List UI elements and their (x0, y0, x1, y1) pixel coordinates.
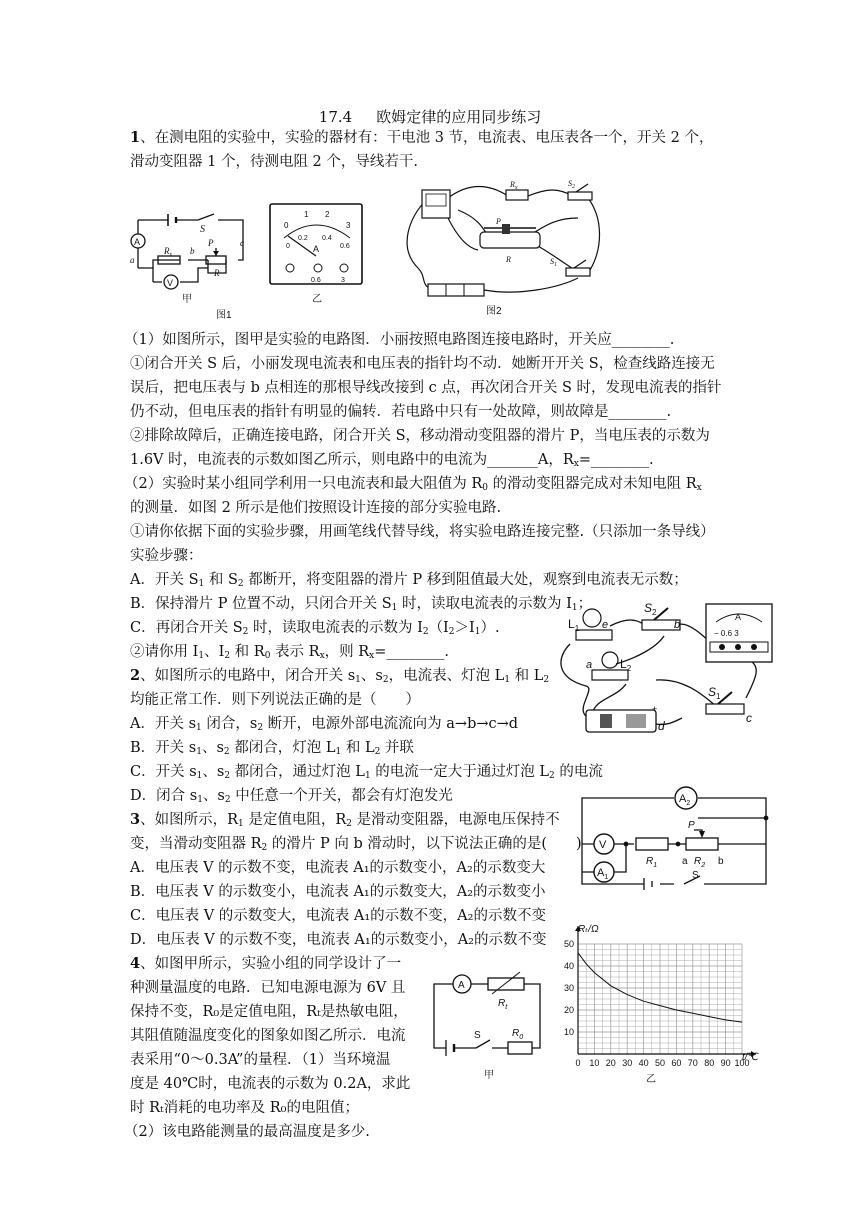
q1-fig1-scale-bottom-3: 0.6 (340, 243, 350, 250)
q1-fig2-switch-s1 (566, 268, 590, 276)
q4-line5: 表采用“0～0.3A”的量程．（1）当环境温 (130, 1052, 391, 1068)
q1-fig1-rx-label: $R_x$ (164, 246, 173, 258)
q3-r2-label: $R_2$ (694, 856, 706, 869)
x-tick-label: 60 (671, 1058, 682, 1068)
x-tick-label: 90 (720, 1058, 731, 1068)
page-title (0, 106, 860, 127)
q1-part2-line4: 实验步骤： (130, 548, 203, 564)
q1-fig2-s2-label: $S_2$ (568, 179, 575, 190)
q4-s-label: S (474, 1030, 481, 1041)
q2-meter-label: A (735, 612, 742, 622)
q4-line8: （2）该电路能测量的最高温度是多少. (124, 1124, 370, 1140)
q4-circuit-caption: 甲 (484, 1070, 494, 1081)
q4-circuit-figure (428, 960, 546, 1084)
q2-figure (556, 598, 778, 762)
q3-point-a: a (682, 856, 688, 867)
q2-s2-label: $S_2$ (644, 601, 657, 617)
y-tick-label: 50 (563, 939, 574, 949)
q2-meter-terminals: − 0.6 3 (714, 629, 739, 638)
q1-number: 1 (130, 129, 141, 146)
q4-number: 4 (130, 955, 141, 972)
q1-fig1-point-a: a (130, 255, 135, 265)
section-title: 欧姆定律的应用同步练习 (376, 108, 542, 126)
x-tick-label: 80 (704, 1058, 715, 1068)
chart-caption: 乙 (646, 1074, 656, 1085)
q3-r2-rheostat (686, 838, 718, 850)
x-tick-label: 70 (687, 1058, 698, 1068)
q4-thermistor (488, 978, 524, 990)
q1-fig1-ammeter-label: A (134, 237, 141, 247)
q3-line2: 变，当滑动变阻器 $R_2$ 的滑片 P 向 b 滑动时，以下说法正确的是( ) (130, 836, 582, 853)
q4-line7: 时 Rₜ消耗的电功率及 R₀的电阻值； (130, 1100, 359, 1116)
x-tick-label: 10 (589, 1058, 600, 1068)
q2-line2: 均能正常工作．则下列说法正确的是（ ） (130, 692, 420, 708)
q1-part2-line2: 的测量．如图 2 所示是他们按照设计连接的部分实验电路. (130, 500, 502, 516)
x-tick-label: 0 (575, 1058, 581, 1068)
q3-line1: 3、如图所示，$R_1$ 是定值电阻，$R_2$ 是滑动变阻器，电源电压保持不 (130, 811, 560, 829)
q1-fig1-jia-caption: 甲 (182, 294, 192, 305)
q2-point-d: d (658, 719, 665, 733)
q1-fig1-scale-bottom-1: 0.2 (298, 235, 308, 242)
q1-part2-line3: ①请你依据下面的实验步骤，用画笔线代替导线，将实验电路连接完整.（只添加一条导线） (130, 524, 715, 540)
chart-grid (578, 944, 742, 1054)
q2-l2-label: $L_2$ (620, 657, 632, 673)
q4-line1: 4、如图甲所示，实验小组的同学设计了一 (130, 955, 402, 972)
q3-option-b: B．电压表 V 的示数变小，电流表 A₁的示数变大，A₂的示数变小 (130, 884, 546, 900)
q1-fig1-voltmeter-label: V (167, 278, 174, 288)
q1-fig1-scale-top-2: 2 (325, 210, 330, 219)
q3-r1-label: $R_1$ (646, 856, 658, 869)
q1-fig1-scale-top-3: 3 (346, 221, 351, 230)
q2-point-b: b (674, 619, 681, 631)
q1-fig1-caption: 图1 (216, 310, 232, 321)
q3-a1-label: $A_1$ (597, 867, 609, 881)
q1-fig2-rx-resistor (506, 190, 528, 200)
q2-battery-plus: + (652, 704, 658, 714)
q4-line4: 其阻值随温度变化的图象如图乙所示．电流 (130, 1028, 406, 1044)
q1-fig1-scale-bottom-0: 0 (286, 243, 290, 250)
q3-figure (574, 784, 774, 912)
q1-fig2-battery (428, 284, 484, 296)
q1-part1-line2: ①闭合开关 S 后，小丽发现电流表和电压表的指针均不动．她断开开关 S，检查线路连接无 (130, 356, 715, 372)
q3-v-label: V (599, 839, 607, 851)
q3-number: 3 (130, 811, 141, 828)
q4-r0-resistor (508, 1042, 532, 1054)
q4-ammeter-label: A (458, 980, 465, 991)
q1-fig1-switch-label: S (200, 224, 205, 235)
q1-fig1-terminal-3: 3 (341, 277, 345, 284)
q3-r1-resistor (636, 838, 668, 850)
q1-part2-line1: （2）实验时某小组同学利用一只电流表和最大阻值为 $R_0$ 的滑动变阻器完成对未知电阻 $R_x$ (124, 476, 702, 493)
q1-fig1-scale-bottom-2: 0.4 (322, 235, 332, 242)
q3-p-label: P (688, 820, 695, 831)
q3-option-a: A．电压表 V 的示数不变，电流表 A₁的示数变小，A₂的示数变大 (130, 860, 546, 876)
q1-figure-2 (398, 178, 608, 318)
q1-intro-2: 滑动变阻器 1 个，待测电阻 2 个，导线若干. (130, 154, 418, 170)
q1-fig2-rx-label: $R_x$ (510, 180, 518, 191)
x-tick-label: 40 (638, 1058, 649, 1068)
y-tick-label: 40 (563, 961, 574, 971)
q2-lamp-l2 (602, 652, 618, 668)
x-tick-label: 20 (605, 1058, 616, 1068)
q2-l1-label: $L_1$ (568, 617, 580, 633)
q4-rt-chart (552, 918, 772, 1088)
q1-fig2-p-label: P (496, 217, 501, 226)
y-tick-label: 30 (563, 983, 574, 993)
q3-a2-label: $A_2$ (679, 793, 691, 807)
q4-line3: 保持不变，R₀是定值电阻，Rₜ是热敏电阻， (130, 1004, 408, 1020)
q1-step-b: B．保持滑片 P 位置不动，只闭合开关 $S_1$ 时，读取电流表的示数为 $I_1$； (130, 596, 593, 613)
q1-fig1-yi-caption: 乙 (312, 294, 322, 305)
q2-option-a: A．开关 $s_1$ 闭合，$s_2$ 断开，电源外部电流流向为 a→b→c→d (130, 716, 519, 733)
q4-rt-label: $R_t$ (498, 998, 508, 1011)
q1-figure-1 (128, 190, 398, 325)
q2-option-c: C．开关 $s_1$、$s_2$ 都闭合，通过灯泡 $L_1$ 的电流一定大于通过灯泡 $L_2$ 的电流 (130, 764, 603, 781)
q2-number: 2 (130, 667, 141, 684)
q1-part1-line5: ②排除故障后，正确连接电路，闭合开关 S，移动滑动变阻器的滑片 P，当电压表的示数为 (130, 428, 710, 444)
x-tick-label: 100 (734, 1058, 750, 1068)
q4-r0-label: $R_0$ (512, 1028, 524, 1041)
y-tick-label: 20 (563, 1005, 574, 1015)
q2-point-a: a (586, 659, 593, 671)
q4-line2: 种测量温度的电路．已知电源电源为 6V 且 (130, 980, 406, 996)
q1-fig2-switch-s2 (568, 192, 592, 200)
q1-part1-line3: 误后，把电压表与 b 点相连的那根导线改接到 c 点，再次闭合开关 S 时，发现电流表的指针 (130, 380, 722, 396)
q1-fig1-terminal-06: 0.6 (311, 277, 321, 284)
q4-line6: 度是 40℃时，电流表的示数为 0.2A，求此 (130, 1076, 411, 1092)
q1-fig2-r-label: R (506, 255, 511, 264)
q1-part2-line5: ②请你用 $I_1$、$I_2$ 和 $R_0$ 表示 $R_x$，则 $R_x=\_\_\_\_\_\_\_\_$. (130, 644, 450, 661)
q1-intro-1 (130, 128, 713, 148)
q1-part1-line1: （1）如图所示，图甲是实验的电路图．小丽按照电路图连接电路时，开关应________. (124, 332, 675, 348)
q2-lamp-l1 (583, 609, 601, 627)
q1-fig1-point-c: c (240, 238, 244, 248)
chart-xlabel: t/℃ (742, 1052, 759, 1063)
q2-s1-label: $S_1$ (708, 685, 721, 701)
q1-fig1-meter-letter: A (313, 244, 320, 254)
q2-line1: 2、如图所示的电路中，闭合开关 $s_1$、$s_2$，电流表、灯泡 $L_1$ 和 $L_2$ (130, 667, 550, 685)
q1-fig1-r-label: R (214, 268, 220, 278)
q2-point-e: e (602, 619, 609, 631)
q1-intro-text: 、在测电阻的实验中，实验的器材有：干电池 3 节，电流表、电压表各一个，开关 2 个， (140, 130, 714, 146)
section-number: 17.4 (318, 108, 353, 126)
q1-part1-line6: 1.6V 时，电流表的示数如图乙所示，则电路中的电流为_______A，$R_x=\_\_\_\_\_\_\_\_$. (130, 452, 654, 469)
q1-fig1-p-label: P (208, 238, 214, 248)
q2-option-b: B．开关 $s_1$、$s_2$ 都闭合，灯泡 $L_1$ 和 $L_2$ 并联 (130, 740, 414, 757)
q1-step-c: C．再闭合开关 $S_2$ 时，读取电流表的示数为 $I_2(I_2>I_1)$. (130, 620, 500, 637)
q3-s-label: S (692, 870, 699, 881)
q1-fig2-caption: 图2 (486, 306, 502, 317)
q3-point-b: b (718, 856, 724, 867)
y-tick-label: 10 (563, 1027, 574, 1037)
q1-step-a: A．开关 $S_1$ 和 $S_2$ 都断开，将变阻器的滑片 P 移到阻值最大处，观察到电流表无示数； (130, 572, 688, 589)
q1-fig2-rheostat (480, 232, 540, 248)
x-tick-label: 30 (622, 1058, 633, 1068)
x-tick-label: 50 (654, 1058, 666, 1068)
q2-point-c: c (746, 711, 752, 725)
q1-fig1-scale-top-0: 0 (284, 221, 289, 230)
q3-option-c: C．电压表 V 的示数变大，电流表 A₁的示数不变，A₂的示数不变 (130, 908, 546, 924)
chart-ylabel: Rₜ/Ω (578, 924, 599, 935)
q3-option-d: D．电压表 V 的示数不变，电流表 A₁的示数变小，A₂的示数不变 (130, 932, 547, 948)
q2-switch-s1 (706, 704, 744, 714)
q1-fig1-scale-top-1: 1 (304, 210, 309, 219)
q1-fig2-s1-label: $S_1$ (550, 257, 557, 268)
q1-fig1-point-b: b (190, 246, 195, 256)
q2-option-d: D．闭合 $s_1$、$s_2$ 中任意一个开关，都会有灯泡发光 (130, 788, 453, 805)
q1-part1-line4: 仍不动，但电压表的指针有明显的偏转．若电路中只有一处故障，则故障是________. (130, 404, 672, 420)
